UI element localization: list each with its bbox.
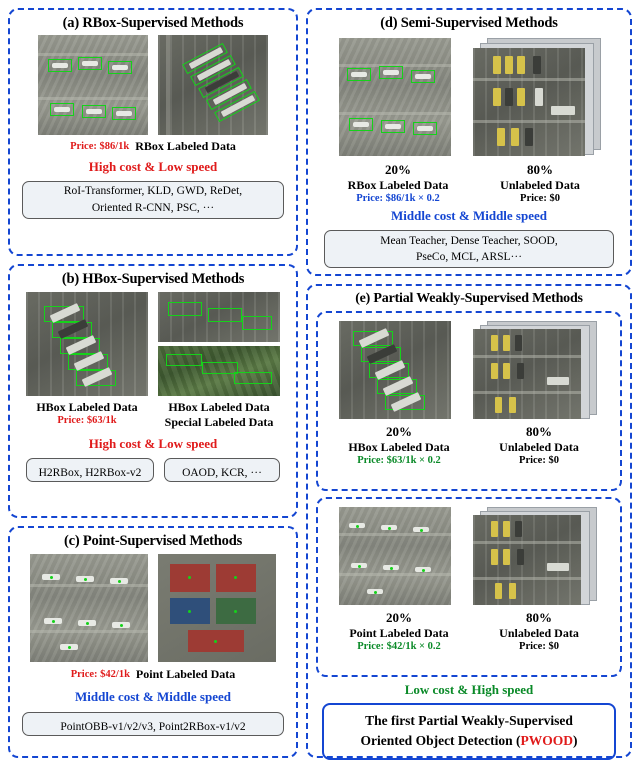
panel-e-conclusion-line2c: ) <box>573 733 578 749</box>
panel-partial-weakly-supervised <box>306 284 632 758</box>
panel-a-images <box>10 35 296 135</box>
panel-a-methods <box>22 181 284 219</box>
panel-e-sub1-right-price: Price: $0 <box>519 455 559 467</box>
panel-e-sub2-right-caption: Unlabeled Data <box>499 626 579 641</box>
panel-point-supervised <box>8 526 298 758</box>
panel-d-right-percent: 80% <box>527 162 553 177</box>
panel-e-sub-point <box>316 497 622 677</box>
panel-b-title: (b) HBox-Supervised Methods <box>61 271 245 287</box>
pwood-point-unlabeled-image <box>473 515 581 605</box>
panel-d-title: (d) Semi-Supervised Methods <box>380 15 558 31</box>
panel-d-left-percent: 20% <box>385 162 411 177</box>
rbox-annotation <box>50 103 74 116</box>
panel-b-cost: High cost & Low speed <box>88 436 218 451</box>
panel-e-sub2-left-percent: 20% <box>386 610 412 625</box>
special-green-image <box>158 346 280 396</box>
panel-c-images <box>10 554 296 662</box>
panel-e-sub1-right-percent: 80% <box>526 424 552 439</box>
panel-e-sub1-left-percent: 20% <box>386 424 412 439</box>
rbox-annotation <box>82 105 106 118</box>
panel-d-right-caption: Unlabeled Data <box>500 178 580 193</box>
panel-a-methods-line1: RoI-Transformer, KLD, GWD, ReDet, <box>63 185 243 198</box>
panel-rbox-supervised <box>8 8 298 256</box>
rbox-parking-image <box>158 35 268 135</box>
point-courts-image <box>158 554 276 662</box>
rbox-airfield-image <box>38 35 148 135</box>
semi-labeled-image <box>339 38 451 156</box>
panel-e-conclusion-line1: The first Partial Weakly-Supervised <box>365 713 573 728</box>
panel-a-price: Price: $86/1k <box>70 141 130 152</box>
panel-c-title: (c) Point-Supervised Methods <box>63 533 243 549</box>
panel-d-left-price: Price: $86/1k × 0.2 <box>356 193 440 205</box>
panel-e-sub2-right-percent: 80% <box>526 610 552 625</box>
panel-d-methods-line2: PseCo, MCL, ARSL··· <box>415 251 523 264</box>
special-lot-image <box>158 292 280 342</box>
panel-e-sub1-right-caption: Unlabeled Data <box>499 440 579 455</box>
panel-d-images <box>308 38 630 156</box>
panel-e-sub-hbox <box>316 311 622 491</box>
panel-a-methods-line2: Oriented R-CNN, PSC, ··· <box>91 202 215 214</box>
panel-d-methods <box>324 230 614 268</box>
panel-d-cost: Middle cost & Middle speed <box>391 208 547 224</box>
rbox-annotation <box>108 61 132 74</box>
panel-e-conclusion <box>322 703 616 760</box>
panel-c-price: Price: $42/1k <box>70 669 130 680</box>
panel-e-sub1-left-price: Price: $63/1k × 0.2 <box>357 455 441 467</box>
panel-a-caption: RBox Labeled Data <box>135 139 236 153</box>
panel-e-cost: Low cost & High speed <box>404 682 534 697</box>
panel-b-images <box>10 292 296 396</box>
point-airfield-image <box>30 554 148 662</box>
panel-e-sub1-left-caption: HBox Labeled Data <box>348 440 450 455</box>
panel-d-left-caption: RBox Labeled Data <box>347 178 449 193</box>
pwood-hbox-unlabeled-image <box>473 329 581 419</box>
panel-c-cost: Middle cost & Middle speed <box>75 689 231 704</box>
panel-e-title: (e) Partial Weakly-Supervised Methods <box>355 291 583 306</box>
hbox-special-images <box>158 292 280 396</box>
panel-e-sub2-left-price: Price: $42/1k × 0.2 <box>357 641 441 653</box>
panel-b-methods-left: H2RBox, H2RBox-v2 <box>26 458 154 482</box>
pwood-point-unlabeled-stack <box>473 507 599 605</box>
panel-hbox-supervised <box>8 264 298 518</box>
panel-b-methods-right: OAOD, KCR, ··· <box>164 458 280 482</box>
panel-e-pwood-acronym: PWOOD <box>520 733 574 749</box>
rbox-annotation <box>78 57 102 70</box>
semi-unlabeled-image <box>473 48 585 156</box>
panel-e-sub2-right-price: Price: $0 <box>519 641 559 653</box>
pwood-hbox-labeled-image <box>339 321 451 419</box>
rbox-annotation <box>112 107 136 120</box>
panel-b-caption-right-1: HBox Labeled Data <box>168 400 270 414</box>
panel-semi-supervised <box>306 8 632 276</box>
pwood-point-labeled-image <box>339 507 451 605</box>
panel-c-caption: Point Labeled Data <box>135 667 236 681</box>
panel-e-conclusion-line2a: Oriented Object Detection ( <box>360 733 521 749</box>
panel-b-caption-right-2: Special Labeled Data <box>164 415 274 429</box>
panel-d-right-price: Price: $0 <box>520 193 560 205</box>
hbox-parking-image <box>26 292 148 396</box>
pwood-hbox-unlabeled-stack <box>473 321 599 419</box>
semi-unlabeled-stack <box>473 38 599 156</box>
panel-b-caption-left: HBox Labeled Data <box>36 400 138 414</box>
panel-e-sub2-left-caption: Point Labeled Data <box>349 626 449 641</box>
panel-a-cost: High cost & Low speed <box>88 159 218 174</box>
panel-c-methods: PointOBB-v1/v2/v3, Point2RBox-v1/v2 <box>22 712 284 736</box>
panel-d-methods-line1: Mean Teacher, Dense Teacher, SOOD, <box>380 234 558 247</box>
panel-a-title: (a) RBox-Supervised Methods <box>62 15 244 31</box>
rbox-annotation <box>48 59 72 72</box>
panel-b-price-left: Price: $63/1k <box>57 415 117 426</box>
